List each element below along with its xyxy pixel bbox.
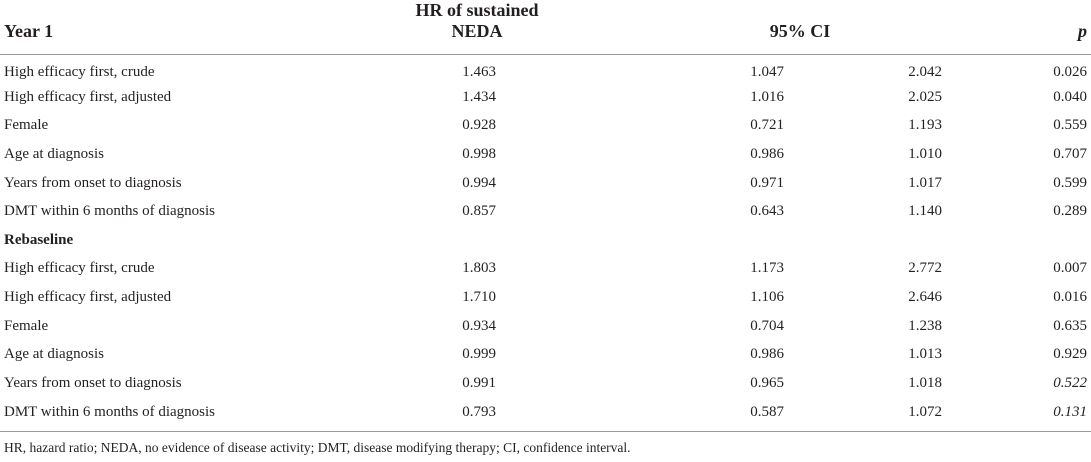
p-value: 0.635	[1053, 317, 1088, 334]
hr-value: 0.991	[462, 374, 496, 391]
p-value: 0.929	[1053, 346, 1088, 363]
row-label: DMT within 6 months of diagnosis	[4, 203, 215, 220]
ci-upper: 1.140	[908, 203, 943, 220]
ci-upper: 2.772	[908, 260, 943, 277]
table-row	[0, 255, 1091, 284]
hr-value: 1.710	[462, 289, 496, 306]
ci-upper: 1.193	[908, 117, 943, 134]
ci-lower: 1.106	[750, 289, 784, 306]
empty-cell	[390, 226, 630, 255]
p-value: 0.026	[1053, 63, 1088, 80]
table-row	[0, 169, 1091, 198]
row-label: High efficacy first, crude	[4, 260, 155, 277]
row-label: DMT within 6 months of diagnosis	[0, 398, 390, 432]
hr-value: 0.857	[462, 203, 496, 220]
empty-cell	[970, 226, 1091, 255]
header-hr: HR of sustained NEDA	[390, 0, 630, 55]
hr-value: 1.463	[462, 63, 496, 80]
p-value: 0.559	[1053, 117, 1088, 134]
row-label: High efficacy first, crude	[4, 63, 155, 80]
table-row	[0, 55, 1091, 84]
hr-value: 0.999	[462, 346, 496, 363]
ci-upper: 1.018	[908, 374, 943, 391]
ci-upper: 1.238	[908, 317, 943, 334]
table-row	[0, 340, 1091, 369]
p-value: 0.007	[1053, 260, 1088, 277]
table-row	[0, 83, 1091, 112]
table-row	[0, 197, 1091, 226]
table-row	[0, 369, 1091, 398]
table-row	[0, 140, 1091, 169]
ci-lower: 0.704	[750, 317, 784, 334]
row-label: Years from onset to diagnosis	[4, 374, 182, 391]
p-value: 0.016	[1053, 289, 1088, 306]
ci-lower: 0.721	[750, 117, 784, 134]
ci-upper: 2.042	[908, 63, 943, 80]
row-label: High efficacy first, adjusted	[4, 88, 172, 105]
hr-value: 1.803	[462, 260, 496, 277]
ci-upper: 1.017	[908, 174, 943, 191]
table-row	[0, 283, 1091, 312]
hr-value: 0.994	[462, 174, 496, 191]
header-p: p	[970, 0, 1091, 55]
hr-value: 1.434	[462, 88, 496, 105]
ci-upper: 2.025	[908, 88, 943, 105]
ci-upper: 2.646	[908, 289, 943, 306]
ci-lower: 0.643	[750, 203, 784, 220]
empty-cell	[630, 226, 800, 255]
hr-value: 0.928	[462, 117, 496, 134]
ci-lower: 1.016	[750, 88, 784, 105]
row-label: Age at diagnosis	[4, 146, 104, 163]
row-label: Female	[4, 117, 49, 134]
p-value: 0.707	[1053, 146, 1088, 163]
hr-value: 0.998	[462, 146, 496, 163]
ci-lower: 0.986	[750, 346, 784, 363]
ci-lower: 0.587	[630, 398, 800, 432]
header-year-1: Year 1	[0, 0, 390, 55]
row-label: High efficacy first, adjusted	[4, 289, 172, 306]
table-row	[0, 312, 1091, 341]
p-value: 0.040	[1053, 88, 1088, 105]
row-label: Years from onset to diagnosis	[4, 174, 182, 191]
ci-upper: 1.010	[908, 146, 943, 163]
ci-lower: 1.173	[750, 260, 784, 277]
section-label: Rebaseline	[4, 231, 74, 248]
ci-upper: 1.072	[800, 398, 970, 432]
p-value: 0.289	[1053, 203, 1088, 220]
ci-lower: 1.047	[750, 63, 784, 80]
p-value: 0.599	[1053, 174, 1088, 191]
row-label: Female	[4, 317, 49, 334]
table-row	[0, 112, 1091, 141]
row-label: Age at diagnosis	[4, 346, 104, 363]
table-footnote: HR, hazard ratio; NEDA, no evidence of disease activity; DMT, disease modifying therapy; CI, confidence interval.	[4, 440, 631, 455]
table-row	[0, 398, 1091, 432]
p-value: 0.131	[970, 398, 1091, 432]
empty-cell	[800, 226, 970, 255]
ci-lower: 0.971	[750, 174, 784, 191]
ci-lower: 0.986	[750, 146, 784, 163]
table-header-row	[0, 0, 1091, 55]
hr-value: 0.934	[462, 317, 496, 334]
header-ci: 95% CI	[630, 0, 970, 55]
ci-lower: 0.965	[750, 374, 784, 391]
p-value: 0.522	[1053, 374, 1088, 391]
ci-upper: 1.013	[908, 346, 943, 363]
hr-value: 0.793	[390, 398, 630, 432]
section-row-rebaseline	[0, 226, 1091, 255]
